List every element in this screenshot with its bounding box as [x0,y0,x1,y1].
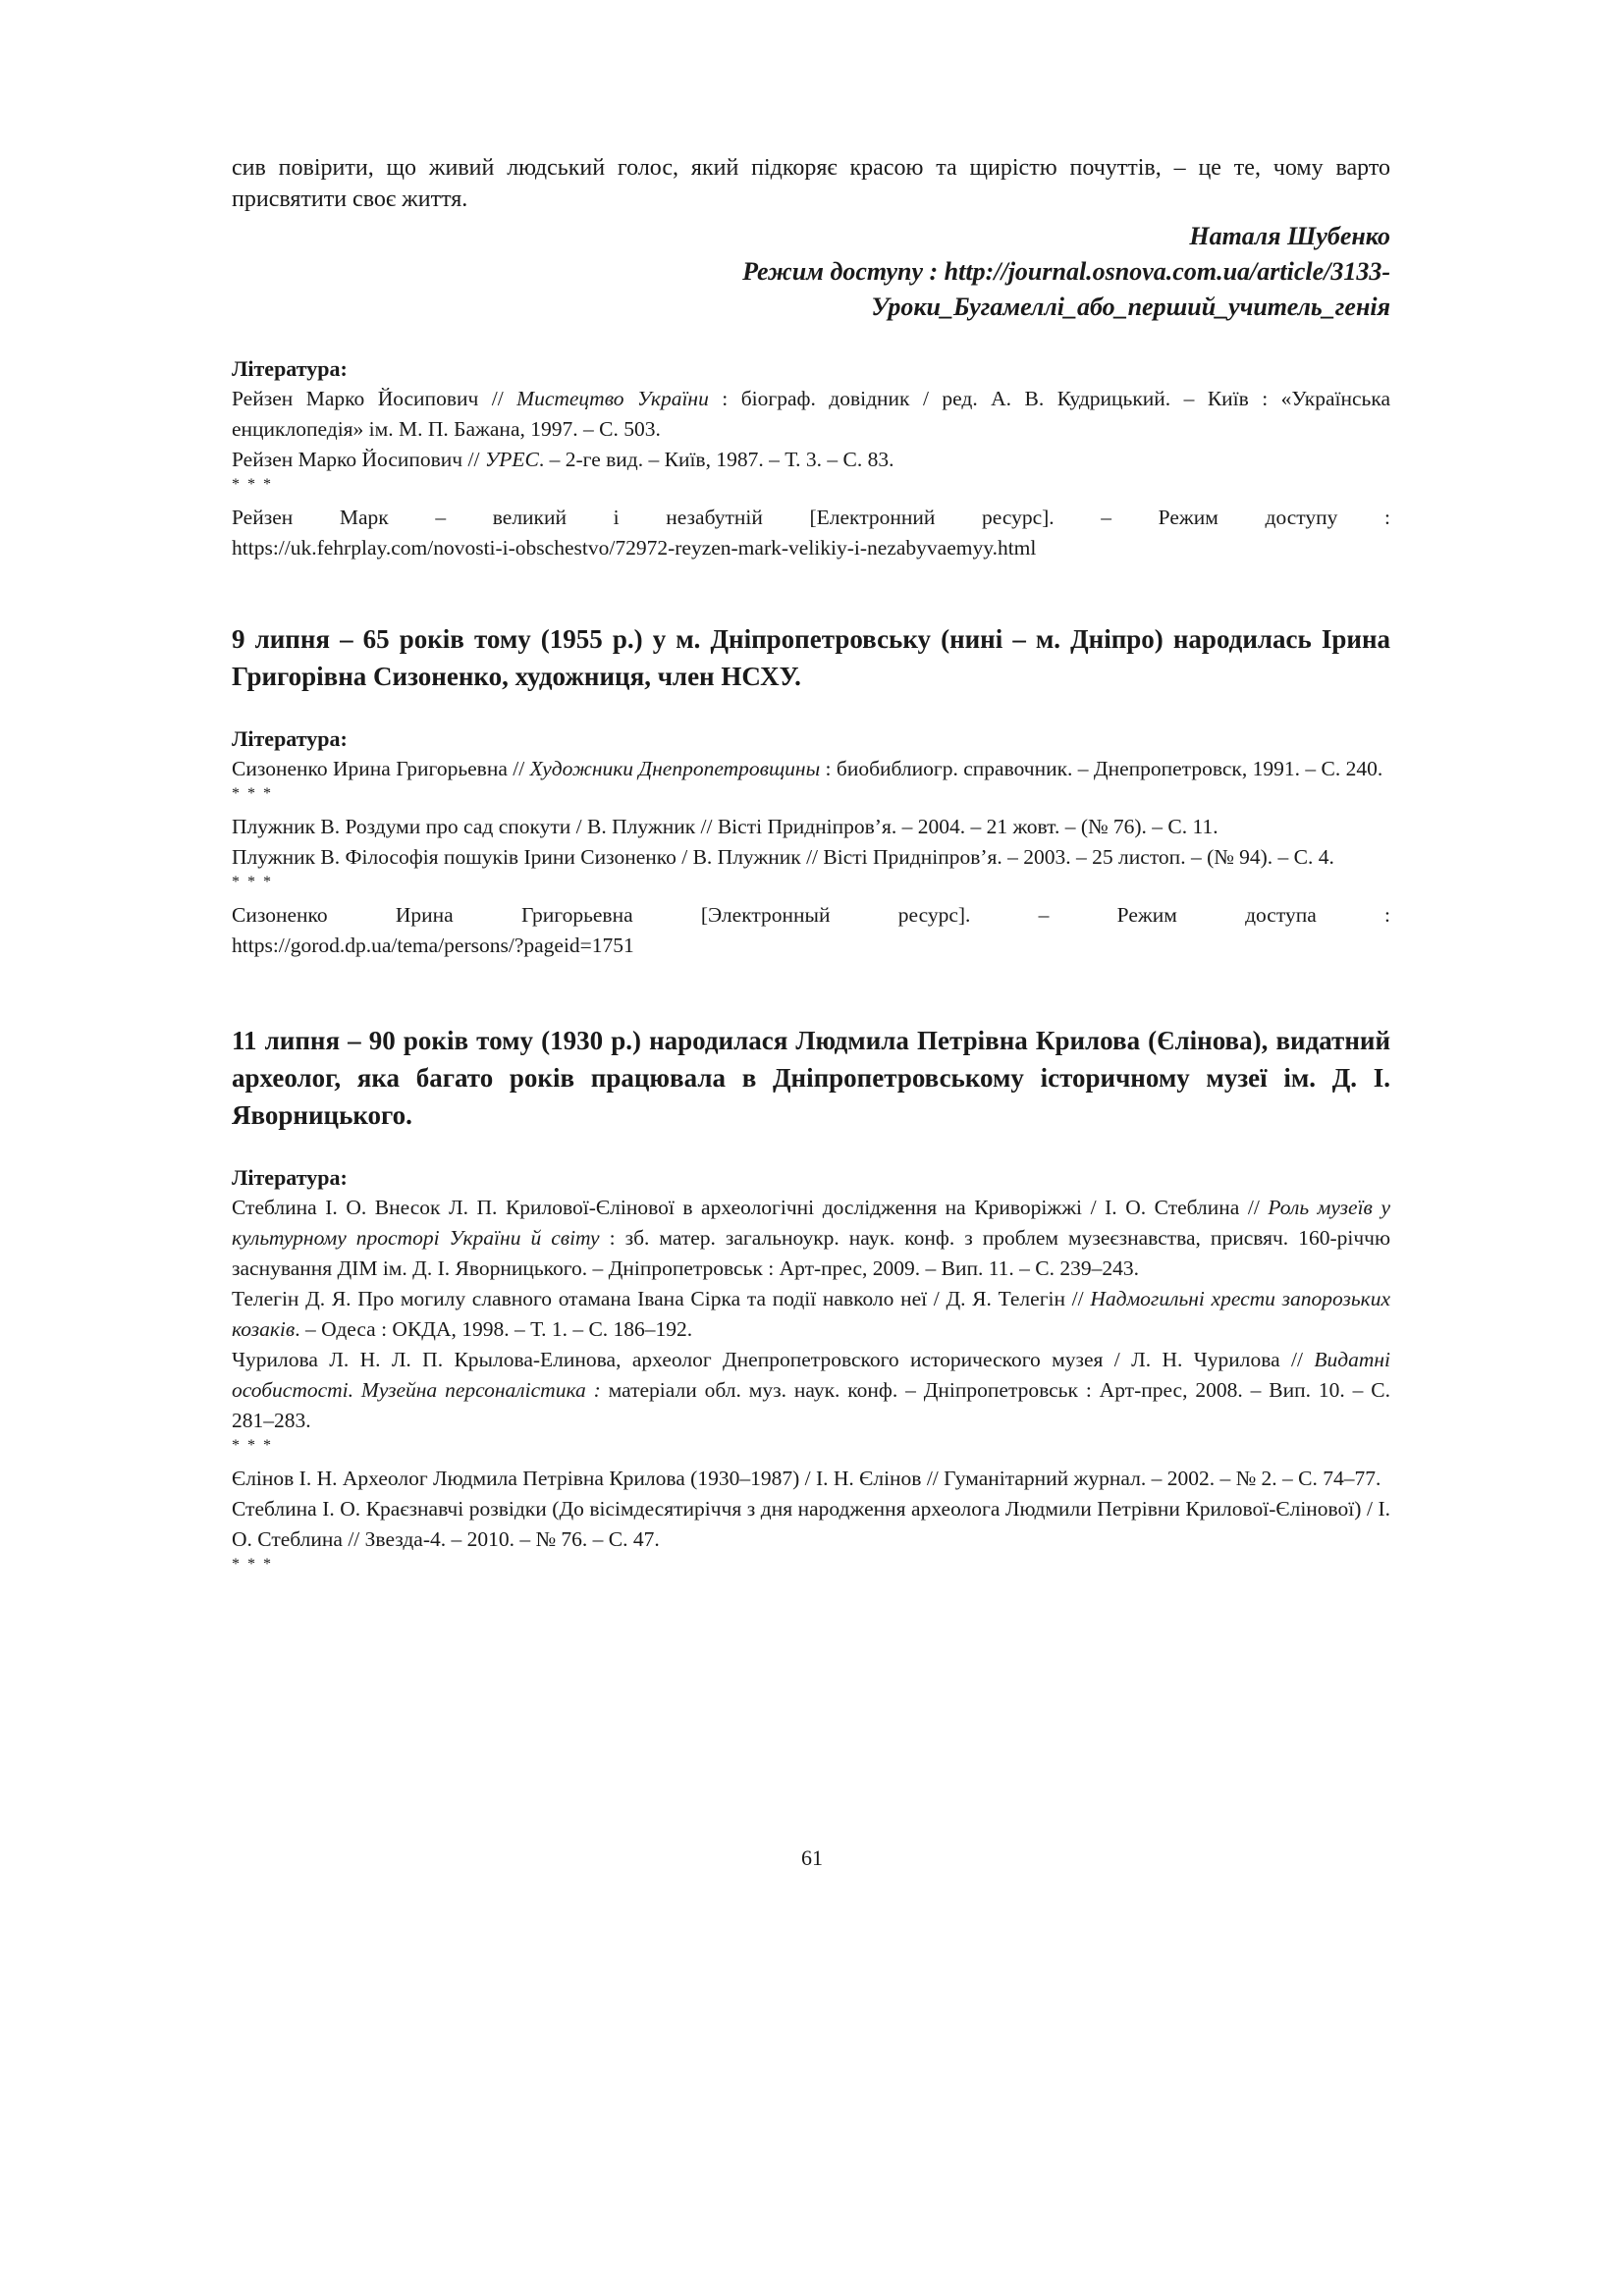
literature-entry [232,1345,1390,1436]
event-heading-krylova: 11 липня – 90 років тому (1930 р.) народилася Людмила Петрівна Крилова (Єлінова), видатний археолог, яка багато років працювала в Дніпропетровському історичному музеї ім. Д. І. Яворницького. [232,1026,1390,1130]
literature-section-2 [232,724,1390,961]
entry-text: Сизоненко Ирина Григорьевна // [232,757,530,780]
signature-author: Наталя Шубенко [1189,222,1390,250]
literature-entry [232,1193,1390,1284]
literature-heading: Література: [232,356,348,381]
entry-source-title: Мистецтво України [516,387,709,410]
separator-stars: * * * [232,874,273,890]
signature-block [232,219,1390,325]
page-content [232,152,1390,1582]
intro-paragraph: сив повірити, що живий людський голос, який підкоряє красою та щирістю почуттів, – це те, чому варто присвятити своє життя. [232,155,1390,212]
literature-entry [232,384,1390,445]
event-heading-sizonenko: 9 липня – 65 років тому (1955 р.) у м. Дніпропетровську (нині – м. Дніпро) народилась Ірина Григорівна Сизоненко, художниця, член НСХУ. [232,624,1390,691]
entry-text: матеріали обл. муз. наук. конф. – Дніпропетровськ : Арт-прес, 2008. – Вип. 10. – С. 281–283. [232,1378,1391,1432]
entry-source-title: УРЕС [484,448,539,471]
entry-text: . – Одеса : ОКДА, 1998. – Т. 1. – С. 186–192. [295,1317,693,1341]
literature-heading: Література: [232,1165,348,1190]
entry-text: Чурилова Л. Н. Л. П. Крылова-Елинова, археолог Днепропетровского исторического музея / Л. Н. Чурилова // [232,1348,1315,1371]
literature-entry: Плужник В. Роздуми про сад спокути / В. Плужник // Вісті Придніпров’я. – 2004. – 21 жовт. – (№ 76). – С. 11. [232,815,1218,838]
literature-entry-online: Сизоненко Ирина Григорьевна [Электронный ресурс]. – Режим доступа : [232,903,1390,927]
literature-entry-online: Рейзен Марк – великий і незабутній [Електронний ресурс]. – Режим доступу : [232,506,1390,529]
literature-entry: Стеблина І. О. Краєзнавчі розвідки (До вісімдесятиріччя з дня народження археолога Людмили Петрівни Крилової-Єлінової) / І. О. Стеблина // Звезда-4. – 2010. – № 76. – С. 47. [232,1497,1390,1551]
entry-source-title: Роль музеїв у культурному просторі України й світу [232,1196,1390,1250]
entry-text: : біограф. довідник / ред. А. В. Кудрицький. – Київ : «Українська енциклопедія» ім. М. П. Бажана, 1997. – С. 503. [232,387,1390,441]
literature-section-3 [232,1163,1390,1575]
page-number: 61 [801,1845,823,1870]
entry-source-title: Видатні особистості. Музейна персоналістика : [232,1348,1390,1402]
literature-entry [232,754,1390,784]
entry-source-title: Надмогильні хрести запорозьких козаків [232,1287,1390,1341]
literature-entry-url: https://gorod.dp.ua/tema/persons/?pageid=1751 [232,934,634,957]
separator-stars: * * * [232,785,273,802]
entry-text: . – 2-ге вид. – Київ, 1987. – Т. 3. – С. 83. [538,448,894,471]
signature-access-line1: Режим доступу : http://journal.osnova.com.ua/article/3133- [742,257,1390,286]
separator-stars: * * * [232,1437,273,1454]
signature-access-line2: Уроки_Бугамеллі_або_перший_учитель_генія [871,293,1390,321]
literature-section-1 [232,354,1390,563]
entry-source-title: Художники Днепропетровщины [529,757,821,780]
literature-entry: Плужник В. Філософія пошуків Ірини Сизоненко / В. Плужник // Вісті Придніпров’я. – 2003. – 25 листоп. – (№ 94). – С. 4. [232,845,1334,869]
literature-entry [232,445,1390,475]
literature-entry-url: https://uk.fehrplay.com/novosti-i-obschestvo/72972-reyzen-mark-velikiy-i-nezabyvaemyy.html [232,536,1037,560]
entry-text: : биобиблиогр. справочник. – Днепропетровск, 1991. – С. 240. [820,757,1383,780]
literature-heading: Література: [232,726,348,751]
entry-text: Рейзен Марко Йосипович // [232,387,517,410]
entry-text: Телегін Д. Я. Про могилу славного отамана Івана Сірка та події навколо неї / Д. Я. Телегін // [232,1287,1091,1310]
separator-stars: * * * [232,1556,273,1573]
literature-entry: Єлінов І. Н. Археолог Людмила Петрівна Крилова (1930–1987) / І. Н. Єлінов // Гуманітарний журнал. – 2002. – № 2. – С. 74–77. [232,1467,1381,1490]
entry-text: : зб. матер. загальноукр. наук. конф. з проблем музеєзнавства, присвяч. 160-річчю заснування ДІМ ім. Д. І. Яворницького. – Дніпропетровськ : Арт-прес, 2009. – Вип. 11. – С. 239–243. [232,1226,1391,1280]
entry-text: Рейзен Марко Йосипович // [232,448,485,471]
entry-text: Стеблина І. О. Внесок Л. П. Крилової-Єлінової в археологічні дослідження на Криворіжжі / І. О. Стеблина // [232,1196,1269,1219]
separator-stars: * * * [232,476,273,493]
literature-entry [232,1284,1390,1345]
